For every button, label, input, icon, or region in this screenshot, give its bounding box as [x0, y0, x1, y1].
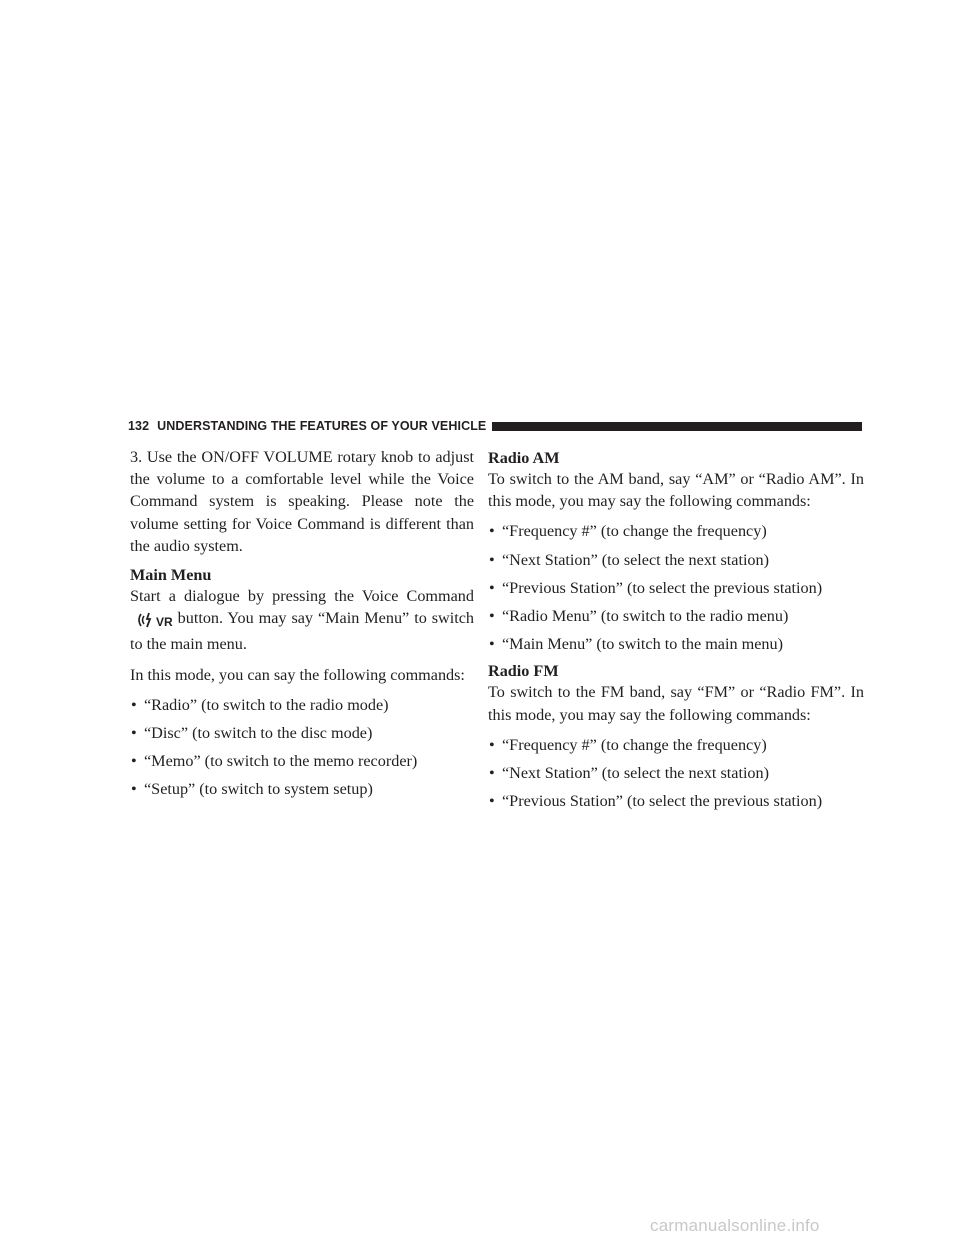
bullet: •	[489, 578, 495, 597]
command-text: “Next Station” (to select the next station)	[502, 550, 770, 569]
command-text: “Next Station” (to select the next station)	[502, 764, 770, 783]
command-text: “Main Menu” (to switch to the main menu)	[502, 635, 783, 654]
command-text: “Radio Menu” (to switch to the radio menu)	[502, 607, 789, 626]
bullet: •	[489, 735, 495, 754]
page-header	[128, 416, 862, 436]
radio-am-commands	[488, 520, 864, 655]
main-menu-intro-end: button. You may say “Main Menu” to switch to the main menu.	[130, 609, 475, 654]
command-text: “Frequency #” (to change the frequency)	[502, 735, 767, 754]
radio-fm-commands	[488, 734, 864, 813]
list-item	[488, 605, 864, 627]
list-item	[130, 778, 474, 800]
command-text: “Frequency #” (to change the frequency)	[502, 522, 767, 541]
list-item	[130, 750, 474, 772]
list-item	[488, 520, 864, 542]
radio-fm-intro: To switch to the FM band, say “FM” or “Radio FM”. In this mode, you may say the following commands:	[488, 683, 864, 724]
command-text: “Previous Station” (to select the previous station)	[502, 792, 823, 811]
step-3-paragraph: 3. Use the ON/OFF VOLUME rotary knob to adjust the volume to a comfortable level while the Voice Command system is speaking. Please note the volume setting for Voice Command is different than the audio system.	[130, 448, 474, 555]
header-rule	[492, 422, 862, 431]
voice-command-icon-label: VR	[156, 615, 173, 630]
bullet: •	[131, 695, 137, 714]
radio-am-heading: Radio AM	[488, 449, 560, 467]
command-text: “Disc” (to switch to the disc mode)	[144, 724, 373, 743]
section-title: UNDERSTANDING THE FEATURES OF YOUR VEHICLE	[157, 419, 487, 433]
bullet: •	[131, 752, 137, 771]
bullet: •	[131, 780, 137, 799]
main-menu-intro	[130, 585, 474, 656]
bullet: •	[489, 550, 495, 569]
list-item	[488, 577, 864, 599]
bullet: •	[489, 522, 495, 541]
list-item	[488, 633, 864, 655]
page-number: 132	[128, 419, 150, 433]
radio-fm-heading: Radio FM	[488, 662, 559, 681]
main-menu-commands	[130, 694, 474, 801]
main-menu-mode-intro: In this mode, you can say the following commands:	[130, 665, 465, 684]
list-item	[130, 694, 474, 716]
bullet: •	[489, 635, 495, 654]
bullet: •	[489, 764, 495, 783]
left-column	[130, 446, 474, 807]
bullet: •	[489, 792, 495, 811]
voice-waves-icon	[136, 610, 156, 630]
list-item	[488, 734, 864, 756]
list-item	[488, 549, 864, 571]
list-item	[488, 762, 864, 784]
command-text: “Memo” (to switch to the memo recorder)	[144, 752, 418, 771]
bullet: •	[489, 607, 495, 626]
list-item	[130, 722, 474, 744]
watermark: carmanualsonline.info	[650, 1216, 820, 1235]
command-text: “Setup” (to switch to system setup)	[144, 780, 373, 799]
main-menu-intro-start: Start a dialogue by pressing the Voice Command	[130, 587, 474, 606]
voice-command-icon	[136, 610, 173, 633]
command-text: “Radio” (to switch to the radio mode)	[144, 695, 389, 714]
radio-am-intro: To switch to the AM band, say “AM” or “Radio AM”. In this mode, you may say the following commands:	[488, 470, 864, 511]
right-column	[488, 446, 864, 818]
list-item	[488, 790, 864, 812]
main-menu-heading: Main Menu	[130, 566, 212, 585]
command-text: “Previous Station” (to select the previous station)	[502, 578, 823, 597]
bullet: •	[131, 724, 137, 743]
